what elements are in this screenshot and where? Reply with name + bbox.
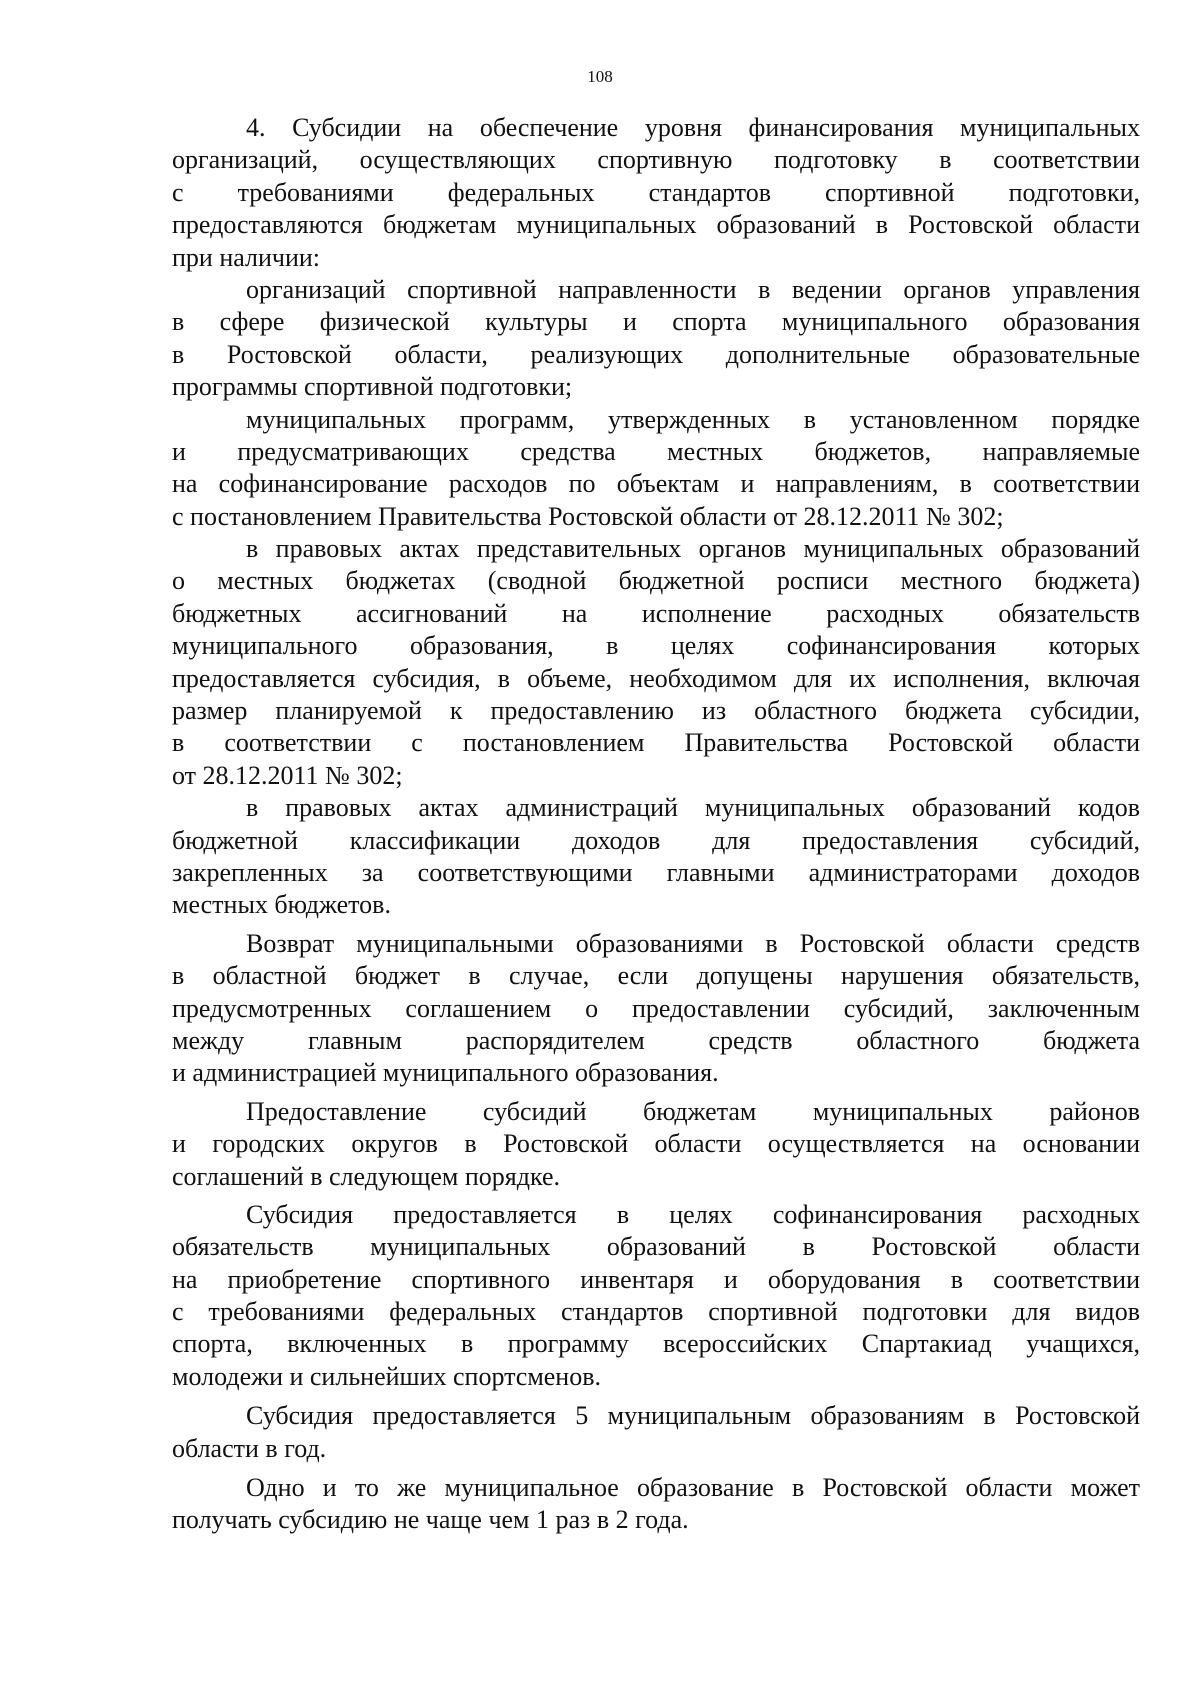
text-line: с требованиями федеральных стандартов спортивной подготовки для видов [172,1297,1140,1327]
text-line: предусмотренных соглашением о предоставлении субсидий, заключенным [172,993,1140,1023]
text-line: организаций, осуществляющих спортивную подготовку в соответствии [172,145,1140,175]
text-line: о местных бюджетах (сводной бюджетной росписи местного бюджета) [172,566,1140,596]
text-line: предоставляется субсидия, в объеме, необходимом для их исполнения, включая [172,663,1140,693]
text-line: муниципальных программ, утвержденных в установленном порядке [246,404,1140,434]
text-line: организаций спортивной направленности в ведении органов управления [246,274,1140,304]
paragraph-municipal-programs [172,404,1140,534]
paragraph-subsidy-frequency [172,1472,1140,1537]
text-line: между главным распорядителем средств областного бюджета [172,1025,1140,1055]
document-body [172,112,1140,1537]
text-line: и предусматривающих средства местных бюджетов, направляемые [172,436,1140,466]
text-line: с требованиями федеральных стандартов спортивной подготовки, [172,177,1140,207]
text-line: в правовых актах администраций муниципальных образований кодов [246,793,1140,823]
text-line: размер планируемой к предоставлению из областного бюджета субсидии, [172,696,1140,726]
page-number: 108 [587,67,613,86]
paragraph-subsidy-count [172,1400,1140,1465]
text-line: местных бюджетов. [172,890,391,920]
text-line: спорта, включенных в программу всероссийских Спартакиад учащихся, [172,1329,1140,1359]
text-line: в правовых актах представительных органов муниципальных образований [246,534,1140,564]
text-line: закрепленных за соответствующими главными администраторами доходов [172,857,1140,887]
text-line: бюджетной классификации доходов для предоставления субсидий, [172,825,1140,855]
text-line: молодежи и сильнейших спортсменов. [172,1361,601,1391]
text-line: бюджетных ассигнований на исполнение расходных обязательств [172,598,1140,628]
paragraph-legal-acts-administrations [172,792,1140,922]
text-line: на софинансирование расходов по объектам и направлениям, в соответствии [172,469,1140,499]
paragraph-refund [172,928,1140,1090]
paragraph-subsidy-conditions [172,112,1140,274]
text-line: Возврат муниципальными образованиями в Ростовской области средств [246,928,1140,958]
text-line: программы спортивной подготовки; [172,372,573,402]
text-line: Субсидия предоставляется в целях софинансирования расходных [246,1199,1140,1229]
text-line: при наличии: [172,242,321,272]
text-line: и городских округов в Ростовской области осуществляется на основании [172,1129,1140,1159]
text-line: Субсидия предоставляется 5 муниципальным образованиям в Ростовской [246,1401,1140,1431]
paragraph-subsidy-purpose [172,1199,1140,1393]
text-line: от 28.12.2011 № 302; [172,760,403,790]
text-line: 4. Субсидии на обеспечение уровня финансирования муниципальных [246,113,1140,142]
text-line: в областной бюджет в случае, если допущены нарушения обязательств, [172,961,1140,991]
text-line: в соответствии с постановлением Правительства Ростовской области [172,728,1140,758]
text-line: в Ростовской области, реализующих дополнительные образовательные [172,339,1140,369]
text-line: Предоставление субсидий бюджетам муниципальных районов [246,1096,1140,1126]
text-line: получать субсидию не чаще чем 1 раз в 2 года. [172,1505,689,1535]
text-line: обязательств муниципальных образований в Ростовской области [172,1232,1140,1262]
text-line: предоставляются бюджетам муниципальных образований в Ростовской области [172,210,1140,240]
text-line: с постановлением Правительства Ростовской области от 28.12.2011 № 302; [172,501,1004,531]
text-line: в сфере физической культуры и спорта муниципального образования [172,307,1140,337]
paragraph-sport-organizations [172,274,1140,404]
paragraph-agreements [172,1096,1140,1193]
paragraph-legal-acts-representative [172,533,1140,792]
text-line: на приобретение спортивного инвентаря и оборудования в соответствии [172,1264,1140,1294]
text-line: соглашений в следующем порядке. [172,1161,560,1191]
text-line: муниципального образования, в целях софинансирования которых [172,631,1140,661]
text-line: области в год. [172,1433,327,1463]
text-line: и администрацией муниципального образования. [172,1058,719,1088]
text-line: Одно и то же муниципальное образование в Ростовской области может [246,1473,1140,1503]
